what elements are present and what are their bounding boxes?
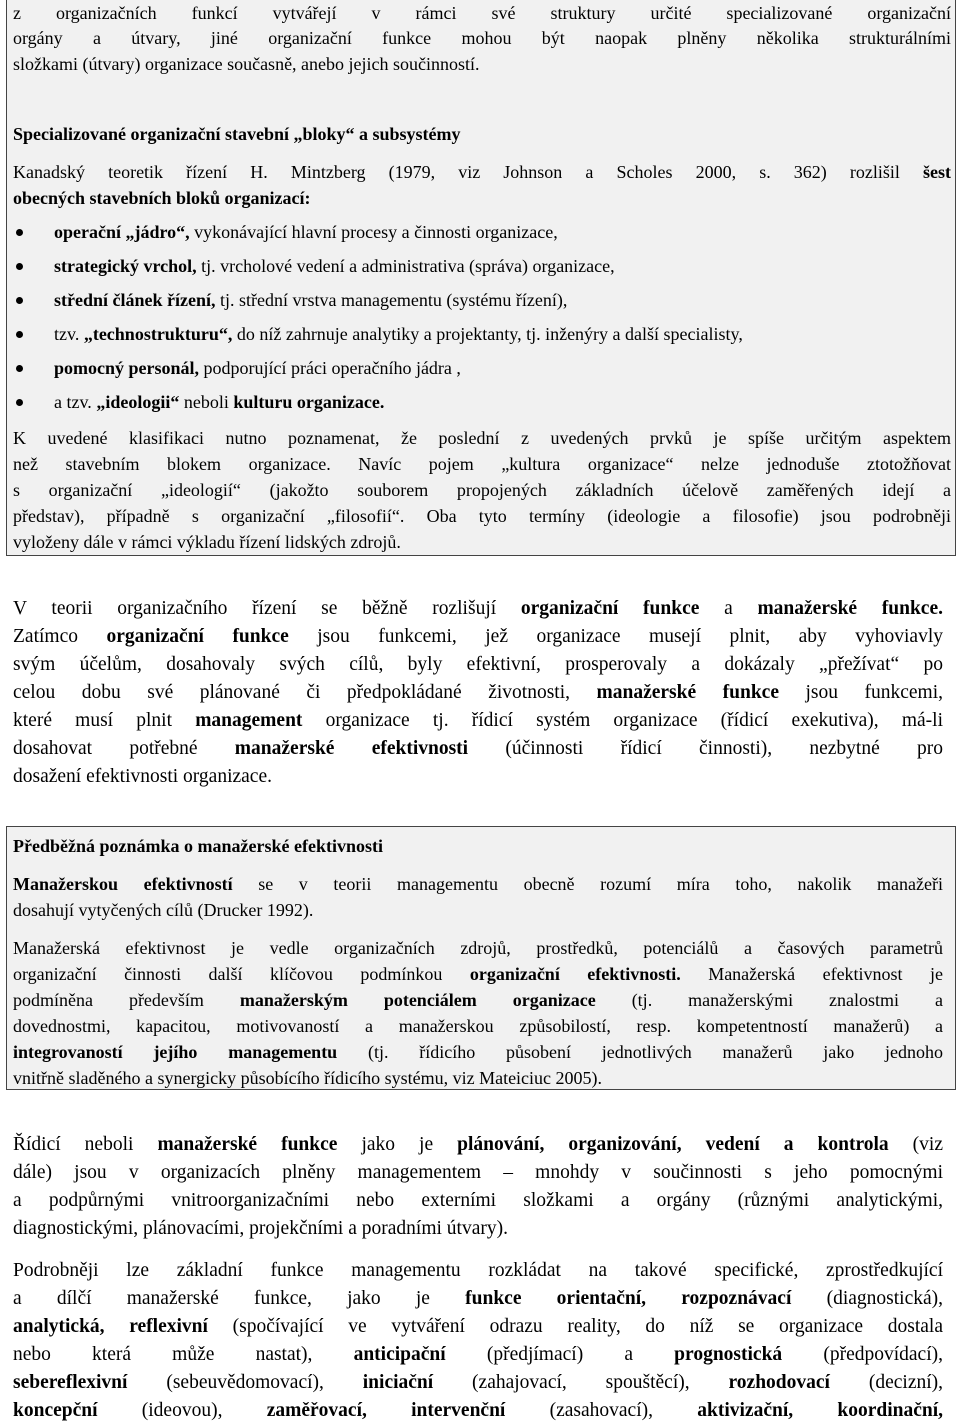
bullet-icon (16, 263, 23, 270)
text-line: s organizační „ideologií“ (jakožto souborem propojených základních účelově zaměřených idejí a (13, 480, 951, 500)
text-line: analytická, reflexivní (spočívající ve vytváření odrazu reality, do níž se organizace dostala (13, 1316, 943, 1337)
text-line: Podrobněji lze základní funkce managementu rozkládat na takové specifické, zprostředkující (13, 1260, 943, 1281)
text-line: diagnostickými, plánovacími, projekčními a poradními útvary). (13, 1218, 508, 1239)
bullet-icon (16, 297, 23, 304)
bullet-icon (16, 399, 23, 406)
text-line: než stavebním blokem organizace. Navíc pojem „kultura organizace“ nelze jednoduše ztotožňovat (13, 454, 951, 474)
text-line: podmíněna především manažerským potenciálem organizace (tj. manažerskými znalostmi a (13, 990, 943, 1010)
list-item: střední článek řízení, tj. střední vrstva managementu (systému řízení), (54, 290, 568, 310)
text-line: dále) jsou v organizacích plněny managementem – mnohdy v součinnosti s jeho pomocnými (13, 1162, 943, 1183)
text-line: vnitřně sladěného a synergicky působícího řídicího systému, viz Mateiciuc 2005). (13, 1068, 603, 1088)
text-line: dosahují vytyčených cílů (Drucker 1992). (13, 900, 314, 920)
text-line: orgány a útvary, jiné organizační funkce mohou být naopak plněny několika strukturálními (13, 28, 951, 48)
text-line: Manažerskou efektivností se v teorii managementu obecně rozumí míra toho, nakolik manažeři (13, 874, 943, 894)
list-item: operační „jádro“, vykonávající hlavní procesy a činnosti organizace, (54, 222, 558, 242)
text-line: složkami (útvary) organizace současně, anebo jejich součinností. (13, 54, 480, 74)
text-line: Zatímco organizační funkce jsou funkcemi, jež organizace musejí plnit, aby vyhoviavly (13, 626, 943, 647)
text-line: které musí plnit management organizace tj. řídicí systém organizace (řídicí exekutiva), má-li (13, 710, 943, 731)
text-line: dosahovat potřebné manažerské efektivnosti (účinnosti řídicí činnosti), nezbytné pro (13, 738, 943, 759)
list-item: strategický vrchol, tj. vrcholové vedení a administrativa (správa) organizace, (54, 256, 615, 276)
text-line: celou dobu své plánované či předpokládané životnosti, manažerské funkce jsou funkcemi, (13, 682, 943, 703)
text-line: představ), případně s organizační „filosofií“. Oba tyto termíny (ideologie a filosofie) jsou podrobněji (13, 506, 951, 526)
list-item: pomocný personál, podporující práci operačního jádra , (54, 358, 461, 378)
text-line: svým účelům, dosahovaly svých cílů, byly efektivní, prosperovaly a dokázaly „přežívat“ po (13, 654, 943, 675)
text-line: nebo která může nastat), anticipační (předjímací) a prognostická (předpovídací), (13, 1344, 943, 1365)
bullet-icon (16, 365, 23, 372)
bullet-icon (16, 229, 23, 236)
list-item: a tzv. „ideologii“ neboli kulturu organizace. (54, 392, 385, 412)
text-line: obecných stavebních bloků organizací: (13, 188, 311, 208)
text-line: a podpůrnými vnitroorganizačními nebo externími složkami a orgány (různými analytickými, (13, 1190, 943, 1211)
text-line: V teorii organizačního řízení se běžně rozlišují organizační funkce a manažerské funkce. (13, 598, 943, 619)
text-line: a dílčí manažerské funkce, jako je funkce orientační, rozpoznávací (diagnostická), (13, 1288, 943, 1309)
text-line: organizační činnosti další klíčovou podmínkou organizační efektivnosti. Manažerská efektivnost je (13, 964, 943, 984)
text-line: dovednostmi, kapacitou, motivovaností a manažerskou způsobilostí, resp. kompetentností manažerů) a (13, 1016, 943, 1036)
section-heading: Předběžná poznámka o manažerské efektivnosti (13, 836, 383, 856)
text-line: koncepční (ideovou), zaměřovací, intervenční (zasahovací), aktivizační, koordinační, (13, 1400, 943, 1421)
section-heading: Specializované organizační stavební „bloky“ a subsystémy (13, 124, 461, 144)
bullet-icon (16, 331, 23, 338)
text-line: sebereflexivní (sebeuvědomovací), iniciační (zahajovací, spouštěcí), rozhodovací (decizní), (13, 1372, 943, 1393)
text-line: dosažení efektivnosti organizace. (13, 766, 272, 787)
text-line: vyloženy dále v rámci výkladu řízení lidských zdrojů. (13, 532, 401, 552)
text-line: Manažerská efektivnost je vedle organizačních zdrojů, prostředků, potenciálů a časových parametrů (13, 938, 943, 958)
text-line: Řídicí neboli manažerské funkce jako je plánování, organizování, vedení a kontrola (viz (13, 1134, 943, 1155)
text-line: Kanadský teoretik řízení H. Mintzberg (1979, viz Johnson a Scholes 2000, s. 362) rozlišil šest (13, 162, 951, 182)
text-line: integrovaností jejího managementu (tj. řídicího působení jednotlivých manažerů jako jednoho (13, 1042, 943, 1062)
list-item: tzv. „technostrukturu“, do níž zahrnuje analytiky a projektanty, tj. inženýry a další specialisty, (54, 324, 743, 344)
text-line: z organizačních funkcí vytvářejí v rámci své struktury určité specializované organizační (13, 3, 951, 23)
text-line: K uvedené klasifikaci nutno poznamenat, že poslední z uvedených prvků je spíše určitým aspektem (13, 428, 951, 448)
